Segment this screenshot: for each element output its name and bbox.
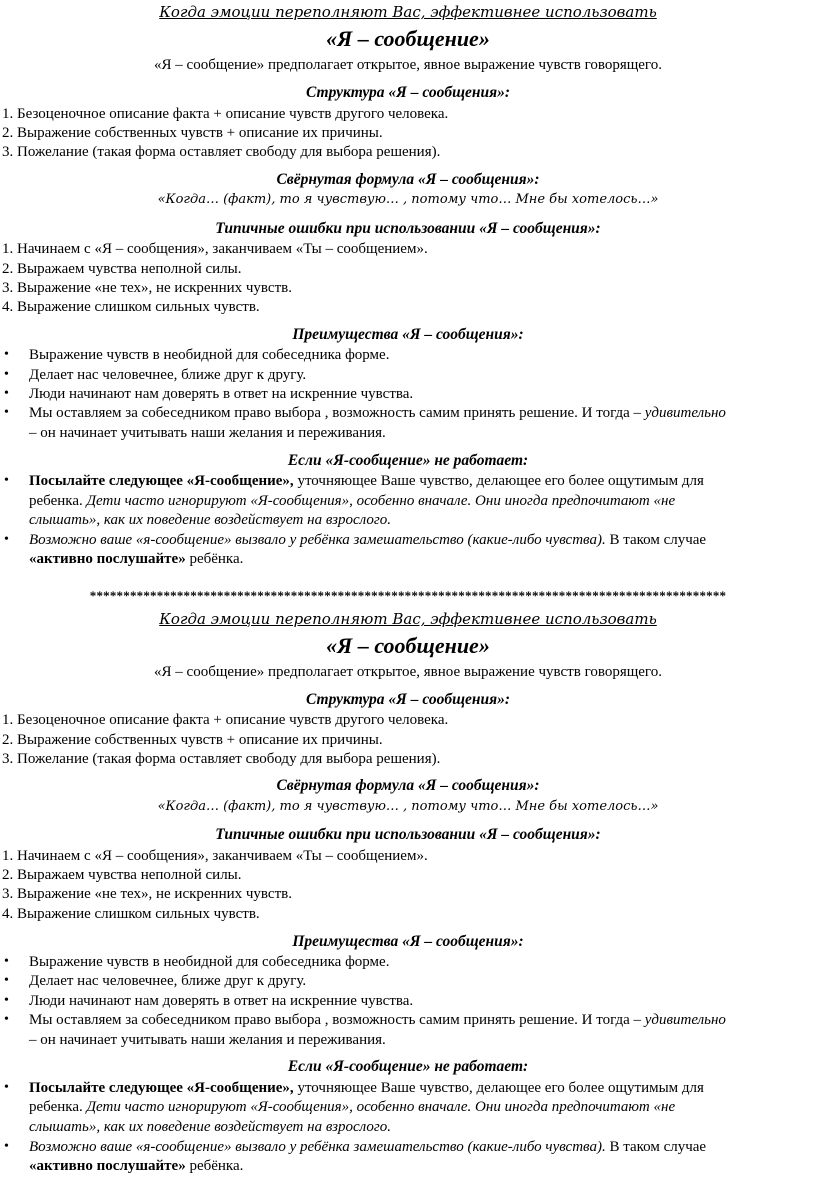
- definition-text: «Я – сообщение» предполагает открытое, явное выражение чувств говорящего.: [154, 664, 662, 680]
- fail-item: [29, 1079, 704, 1097]
- bullet-icon: •: [4, 386, 9, 401]
- header-line: Когда эмоции переполняют Вас, эффективнее использовать: [159, 610, 657, 628]
- separator-line: ***********************************************************************************************: [89, 588, 727, 603]
- fail-heading: Если «Я-сообщение» не работает:: [287, 452, 529, 469]
- error-item: 2. Выражаем чувства неполной силы.: [2, 261, 242, 277]
- formula-text: «Когда… (факт), то я чувствую… , потому что… Мне бы хотелось…»: [157, 799, 659, 814]
- bullet-icon: •: [4, 954, 9, 969]
- page-title: «Я – сообщение»: [326, 26, 490, 51]
- bullet-icon: •: [4, 367, 9, 382]
- error-item: 1. Начинаем с «Я – сообщения», заканчиваем «Ты – сообщением».: [2, 848, 428, 864]
- fail-text: уточняющее Ваше чувство, делающее его более ощутимым для: [293, 1080, 704, 1096]
- advantage-text: Мы оставляем за собеседником право выбора , возможность самим принять решение. И тогда –: [29, 405, 642, 421]
- bullet-icon: •: [4, 1139, 9, 1154]
- advantage-emphasis: удивительно: [644, 1012, 726, 1028]
- fail-bold: «активно послушайте»: [29, 551, 186, 567]
- advantage-continuation: – он начинает учитывать наши желания и переживания.: [29, 1032, 386, 1048]
- advantage-item: Выражение чувств в необидной для собеседника форме.: [29, 347, 390, 363]
- bullet-icon: •: [4, 347, 9, 362]
- definition-text: «Я – сообщение» предполагает открытое, явное выражение чувств говорящего.: [154, 57, 662, 73]
- fail-item-line: [29, 550, 243, 568]
- fail-italic: слышать», как их поведение воздействует на взрослого.: [29, 1119, 391, 1135]
- formula-heading: Свёрнутая формула «Я – сообщения»:: [276, 171, 540, 188]
- advantage-emphasis: удивительно: [644, 405, 726, 421]
- structure-item: 3. Пожелание (такая форма оставляет свободу для выбора решения).: [2, 751, 441, 767]
- advantage-item: [29, 404, 726, 422]
- fail-text: ребёнка.: [185, 551, 244, 567]
- fail-bold: Посылайте следующее «Я-сообщение»,: [29, 1080, 294, 1096]
- fail-item-line: [29, 1157, 243, 1175]
- fail-item: [29, 1138, 706, 1156]
- fail-text: В таком случае: [605, 532, 707, 548]
- formula-text: «Когда… (факт), то я чувствую… , потому что… Мне бы хотелось…»: [157, 192, 659, 207]
- errors-heading: Типичные ошибки при использовании «Я – сообщения»:: [215, 220, 601, 237]
- bullet-icon: •: [4, 405, 9, 420]
- fail-italic: Дети часто игнорируют «Я-сообщения», особенно вначале. Они иногда предпочитают «не: [86, 1099, 676, 1115]
- bullet-icon: •: [4, 973, 9, 988]
- fail-italic: Возможно ваше «я-сообщение» вызвало у ребёнка замешательство (какие-либо чувства).: [29, 532, 606, 548]
- error-item: 2. Выражаем чувства неполной силы.: [2, 867, 242, 883]
- fail-bold: «активно послушайте»: [29, 1158, 186, 1174]
- error-item: 4. Выражение слишком сильных чувств.: [2, 299, 260, 315]
- error-item: 3. Выражение «не тех», не искренних чувств.: [2, 886, 292, 902]
- advantages-heading: Преимущества «Я – сообщения»:: [292, 933, 524, 950]
- error-item: 3. Выражение «не тех», не искренних чувств.: [2, 280, 292, 296]
- advantage-item: [29, 1011, 726, 1029]
- fail-italic: слышать», как их поведение воздействует на взрослого.: [29, 512, 391, 528]
- bullet-icon: •: [4, 1080, 9, 1095]
- fail-item-line: [29, 492, 675, 510]
- errors-heading: Типичные ошибки при использовании «Я – сообщения»:: [215, 826, 601, 843]
- advantage-item: Выражение чувств в необидной для собеседника форме.: [29, 954, 390, 970]
- fail-item: [29, 472, 704, 490]
- error-item: 4. Выражение слишком сильных чувств.: [2, 906, 260, 922]
- fail-text: ребёнка.: [185, 1158, 244, 1174]
- fail-italic: Возможно ваше «я-сообщение» вызвало у ребёнка замешательство (какие-либо чувства).: [29, 1139, 606, 1155]
- advantage-item: Люди начинают нам доверять в ответ на искренние чувства.: [29, 386, 414, 402]
- advantage-item: Делает нас человечнее, ближе друг к другу.: [29, 367, 307, 383]
- bullet-icon: •: [4, 1012, 9, 1027]
- structure-heading: Структура «Я – сообщения»:: [306, 691, 510, 708]
- fail-item: [29, 531, 706, 549]
- page-title: «Я – сообщение»: [326, 633, 490, 658]
- advantage-text: Мы оставляем за собеседником право выбора , возможность самим принять решение. И тогда –: [29, 1012, 642, 1028]
- bullet-icon: •: [4, 993, 9, 1008]
- advantage-item: Люди начинают нам доверять в ответ на искренние чувства.: [29, 993, 414, 1009]
- fail-heading: Если «Я-сообщение» не работает:: [287, 1058, 529, 1075]
- fail-bold: Посылайте следующее «Я-сообщение»,: [29, 473, 294, 489]
- fail-text: В таком случае: [605, 1139, 707, 1155]
- structure-item: 1. Безоценочное описание факта + описание чувств другого человека.: [2, 106, 449, 122]
- error-item: 1. Начинаем с «Я – сообщения», заканчиваем «Ты – сообщением».: [2, 241, 428, 257]
- header-line: Когда эмоции переполняют Вас, эффективнее использовать: [159, 3, 657, 21]
- bullet-icon: •: [4, 473, 9, 488]
- fail-text: ребенка.: [29, 493, 87, 509]
- structure-item: 2. Выражение собственных чувств + описание их причины.: [2, 732, 383, 748]
- advantages-heading: Преимущества «Я – сообщения»:: [292, 326, 524, 343]
- structure-item: 2. Выражение собственных чувств + описание их причины.: [2, 125, 383, 141]
- fail-text: уточняющее Ваше чувство, делающее его более ощутимым для: [293, 473, 704, 489]
- structure-item: 1. Безоценочное описание факта + описание чувств другого человека.: [2, 712, 449, 728]
- fail-italic: Дети часто игнорируют «Я-сообщения», особенно вначале. Они иногда предпочитают «не: [86, 493, 676, 509]
- fail-text: ребенка.: [29, 1099, 87, 1115]
- bullet-icon: •: [4, 532, 9, 547]
- fail-item-line: [29, 1098, 675, 1116]
- advantage-continuation: – он начинает учитывать наши желания и переживания.: [29, 425, 386, 441]
- formula-heading: Свёрнутая формула «Я – сообщения»:: [276, 777, 540, 794]
- structure-item: 3. Пожелание (такая форма оставляет свободу для выбора решения).: [2, 144, 441, 160]
- structure-heading: Структура «Я – сообщения»:: [306, 84, 510, 101]
- advantage-item: Делает нас человечнее, ближе друг к другу.: [29, 973, 307, 989]
